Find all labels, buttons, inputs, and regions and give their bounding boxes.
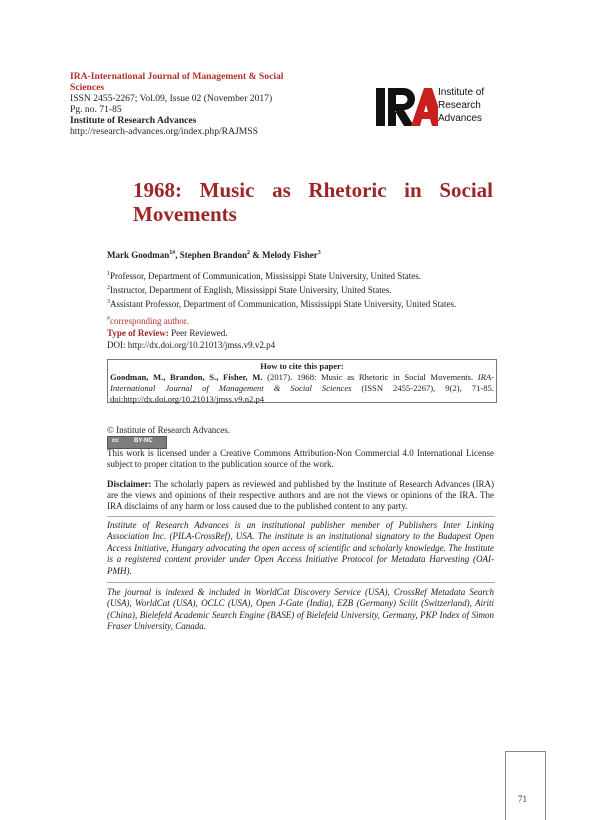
page-number: 71 — [518, 794, 527, 804]
journal-url[interactable]: http://research-advances.org/index.php/RAJMSS — [70, 126, 258, 137]
author-sup: 2 — [247, 250, 251, 256]
disclaimer-label: Disclaimer: — [107, 479, 152, 489]
citation-heading: How to cite this paper: — [260, 361, 344, 371]
affiliations — [107, 268, 507, 310]
review-label: Type of Review: — [107, 328, 169, 338]
divider — [107, 582, 495, 583]
author-sup: 3 — [317, 250, 321, 256]
citation-body — [108, 372, 496, 405]
citation-text: (ISSN 2455-2267), 9(2), 71-85. doi:http://dx.doi.org/10.21013/jmss.v9.n2.p4 — [110, 383, 494, 404]
affiliation-sup: 2 — [107, 285, 110, 291]
logo-text-line: Advances — [438, 113, 482, 124]
corresponding-sup: # — [107, 316, 110, 322]
citation-box — [107, 359, 497, 403]
logo-letter-r — [388, 88, 415, 126]
review-type — [107, 327, 507, 339]
author-name: Melody Fisher — [262, 250, 318, 260]
citation-authors: Goodman, M., Brandon, S., Fisher, M. — [110, 372, 263, 382]
citation-text: (2017). 1968: Music as Rhetoric in Social Movements. — [262, 372, 478, 382]
journal-header — [70, 71, 310, 137]
affiliation — [107, 268, 507, 282]
citation-journal: IRA-International Journal of Management & Social Sciences — [110, 372, 494, 393]
affiliation-text: Assistant Professor, Department of Communication, Mississippi State University, United States. — [110, 299, 457, 309]
license-text: This work is licensed under a Creative Commons Attribution-Non Commercial 4.0 International License subject to proper citation to the publication source of the work. — [107, 448, 494, 469]
affiliation-sup: 1 — [107, 271, 110, 277]
page-number-box — [505, 751, 546, 820]
affiliation — [107, 282, 507, 296]
by-nc-label: BY-NC — [134, 438, 153, 444]
corresponding-text: corresponding author. — [110, 316, 189, 326]
review-value: Peer Reviewed. — [171, 328, 228, 338]
logo-text — [438, 86, 484, 125]
affiliation-sup: 3 — [107, 299, 110, 305]
paper-title: 1968: Music as Rhetoric in Social Movements — [133, 178, 493, 226]
journal-title: IRA-International Journal of Management & Social Sciences — [70, 71, 284, 93]
author-name: Stephen Brandon — [179, 250, 248, 260]
ira-logo-mark — [376, 86, 438, 128]
page-range: Pg. no. 71-85 — [70, 104, 122, 115]
corresponding-author — [107, 313, 507, 327]
author-line: Mark Goodman$^{1\#}$, Stephen Brandon$^2$ & Melody Fisher$^3$ — [107, 250, 321, 260]
institutional-note: Institute of Research Advances is an institutional publisher member of Publishers Inter Linking Association Inc. (PILA-CrossRef), USA. The institute is an institutional signatory to the Budapest Open Access Initiative, Hungary advocating the open access of scientific and scholarly knowledge. The Institute is a registered content provider under Open Access Initiative Protocol for Metadata Harvesting (OAI-PMH). — [107, 520, 494, 576]
logo-text-line: Research — [438, 100, 481, 111]
article-meta — [107, 313, 507, 351]
publisher-name: Institute of Research Advances — [70, 115, 197, 126]
affiliation-text: Instructor, Department of English, Mississippi State University, United States. — [110, 285, 392, 295]
ira-logo — [376, 86, 506, 128]
disclaimer-text: The scholarly papers as reviewed and published by the Institute of Research Advances (IRA) are the views and opinions of their respective authors and are not the views or opinions of the IRA. The IRA disclaims of any harm or loss caused due to the published content to any party. — [107, 479, 494, 511]
issn-line: ISSN 2455-2267; Vol.09, Issue 02 (November 2017) — [70, 93, 273, 104]
cc-icon: cc — [112, 438, 119, 444]
disclaimer — [107, 479, 494, 512]
divider — [107, 516, 495, 517]
author-name: Mark Goodman — [107, 250, 170, 260]
doi-link[interactable]: DOI: http://dx.doi.org/10.21013/jmss.v9.v2.p4 — [107, 340, 276, 350]
affiliation-text: Professor, Department of Communication, Mississippi State University, United States. — [110, 271, 422, 281]
logo-letter-i — [376, 88, 385, 126]
affiliation — [107, 296, 507, 310]
indexing-note: The journal is indexed & included in WorldCat Discovery Service (USA), CrossRef Metadata Search (USA), WorldCat (USA), OCLC (USA), Open J-Gate (India), EZB (Germany) Scilit (Switzerland), Airiti (China), Bielefeld Academic Search Engine (BASE) of Bielefeld University, Germany, PKP Index of Simon Fraser University, Canada. — [107, 587, 494, 632]
copyright-line: © Institute of Research Advances. — [107, 425, 231, 435]
logo-letter-a — [411, 88, 438, 126]
logo-text-line: Institute of — [438, 87, 485, 98]
author-sup: 1# — [169, 250, 176, 256]
